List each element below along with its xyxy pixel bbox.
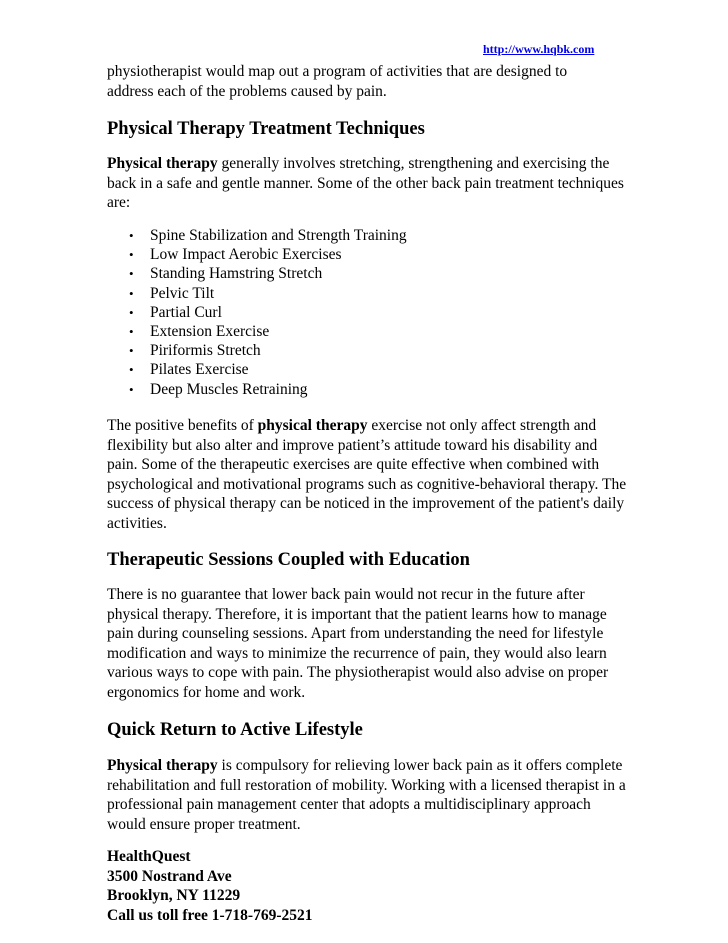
bullet-icon: •: [129, 228, 134, 243]
list-item: [107, 341, 627, 360]
techniques-paragraph: [107, 154, 627, 213]
heading-quick-return: Quick Return to Active Lifestyle: [107, 720, 363, 740]
list-item: [107, 264, 627, 283]
contact-block: [107, 847, 627, 925]
benefits-post: exercise not only affect strength and flexibility but also alter and improve patient’s attitude toward his disability and pain. Some of the therapeutic exercises are quite effective when combined with psychological and motivational programs such as cognitive-behavioral therapy. The success of physical therapy can be noticed in the improvement of the patient's daily activities.: [107, 417, 627, 532]
contact-city: Brooklyn, NY 11229: [107, 887, 241, 904]
intro-line-1: physiotherapist would map out a program of activities that are designed to: [107, 63, 568, 80]
quick-return-bold-term: Physical therapy: [107, 757, 218, 774]
list-item-label: Pilates Exercise: [150, 361, 249, 379]
bullet-icon: •: [129, 285, 134, 301]
heading-therapeutic-sessions: Therapeutic Sessions Coupled with Education: [107, 550, 470, 570]
intro-line-2: address each of the problems caused by pain.: [107, 82, 387, 100]
bullet-icon: •: [129, 362, 134, 378]
list-item-label: Standing Hamstring Stretch: [150, 265, 323, 283]
intro-paragraph: [107, 62, 627, 101]
list-item: [107, 380, 627, 399]
benefits-paragraph: [107, 416, 627, 533]
techniques-list: [107, 226, 627, 399]
list-item-label: Extension Exercise: [150, 323, 270, 341]
contact-phone: Call us toll free 1-718-769-2521: [107, 906, 313, 924]
sessions-paragraph: There is no guarantee that lower back pain would not recur in the future after physical therapy. Therefore, it is important that the patient learns how to manage pain during counseling sessions. Apart from understanding the need for lifestyle modification and ways to minimize the recurrence of pain, they would also learn various ways to cope with pain. The physiotherapist would also advise on proper ergonomics for home and work.: [107, 586, 609, 701]
list-item-label: Pelvic Tilt: [150, 284, 215, 302]
list-item: [107, 245, 627, 264]
benefits-pre: The positive benefits of: [107, 417, 258, 434]
bullet-icon: •: [129, 381, 134, 397]
list-item-label: Partial Curl: [150, 303, 222, 321]
contact-street: 3500 Nostrand Ave: [107, 867, 232, 885]
bullet-icon: •: [129, 266, 134, 282]
list-item-label: Deep Muscles Retraining: [150, 380, 308, 398]
quick-return-paragraph: [107, 756, 627, 834]
physical-therapy-term: Physical therapy: [107, 155, 218, 172]
list-item: [107, 226, 627, 245]
list-item: [107, 284, 627, 303]
benefits-bold-term: physical therapy: [257, 417, 368, 434]
contact-name: HealthQuest: [107, 848, 191, 865]
list-item-label: Spine Stabilization and Strength Training: [150, 227, 407, 244]
quick-return-text: is compulsory for relieving lower back pain as it offers complete rehabilitation and full restoration of mobility. Working with a licensed therapist in a professional pain management center that adopts a multidisciplinary approach would ensure proper treatment.: [107, 757, 626, 833]
list-item-label: Piriformis Stretch: [150, 342, 261, 360]
list-item: [107, 322, 627, 341]
list-item: [107, 360, 627, 379]
list-item-label: Low Impact Aerobic Exercises: [150, 246, 342, 264]
bullet-icon: •: [129, 247, 134, 263]
bullet-icon: •: [129, 304, 134, 320]
header-url-link[interactable]: http://www.hqbk.com: [483, 42, 595, 56]
list-item: [107, 303, 627, 322]
bullet-icon: •: [129, 343, 134, 359]
heading-treatment-techniques: Physical Therapy Treatment Techniques: [107, 119, 425, 139]
techniques-paragraph-text: generally involves stretching, strengthening and exercising the back in a safe and gentle manner. Some of the other back pain treatment techniques are:: [107, 155, 624, 211]
bullet-icon: •: [129, 324, 134, 340]
